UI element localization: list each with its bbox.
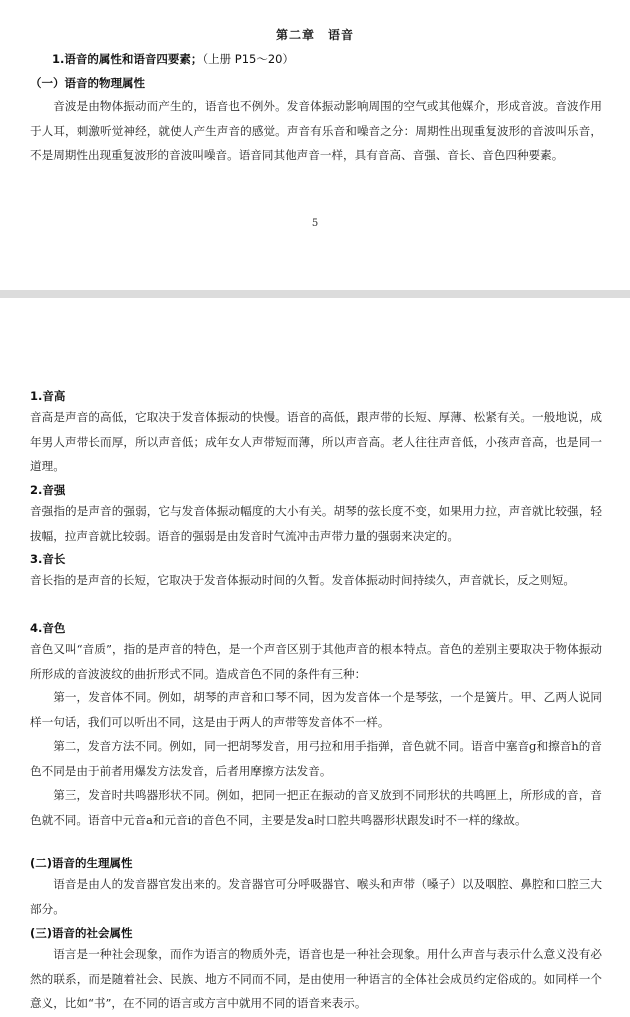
paragraph-physical: 音波是由物体振动而产生的，语音也不例外。发音体振动影响周围的空气或其他媒介，形成音波。音波作用于人耳，刺激听觉神经，就使人产生声音的感觉。声音有乐音和噪音之分：周期性出现重复波形的音波叫乐音，不是周期性出现重复波形的音波叫噪音。语音同其他声音一样，具有音高、音强、音长、音色四种要素。 <box>30 99 602 162</box>
heading-length: 3.音长 <box>30 552 66 566</box>
heading-social: (三)语音的社会属性 <box>30 926 133 940</box>
document-page-2 <box>0 298 630 1017</box>
section-heading-ref: （上册 P15～20） <box>202 52 294 66</box>
document-page-1 <box>0 0 630 290</box>
section-heading <box>52 51 294 67</box>
section-heading-bold: 1.语音的属性和语音四要素； <box>52 52 203 66</box>
heading-physiological: (二)语音的生理属性 <box>30 856 133 870</box>
paragraph-condition-1: 第一，发音体不同。例如，胡琴的声音和口琴不同，因为发音体一个是琴弦，一个是簧片。甲、乙两人说同样一句话，我们可以听出不同，这是由于两人的声带等发音体不一样。 <box>30 690 602 729</box>
sub-heading-physical: （一）语音的物理属性 <box>30 76 145 90</box>
page-number: 5 <box>311 218 319 229</box>
paragraph-pitch: 音高是声音的高低，它取决于发音体振动的快慢。语音的高低，跟声带的长短、厚薄、松紧有关。一般地说，成年男人声带长而厚，所以声音低；成年女人声带短而薄，所以声音高。老人往往声音低，小孩声音高，也是同一道理。 <box>30 410 602 473</box>
heading-timbre: 4.音色 <box>30 621 66 635</box>
paragraph-physiological: 语音是由人的发音器官发出来的。发音器官可分呼吸器官、喉头和声带（嗓子）以及咽腔、鼻腔和口腔三大部分。 <box>30 877 602 916</box>
paragraph-condition-2: 第二，发音方法不同。例如，同一把胡琴发音，用弓拉和用手指弹，音色就不同。语音中塞音g和擦音h的音色不同是由于前者用爆发方法发音，后者用摩擦方法发音。 <box>30 739 602 778</box>
heading-intensity: 2.音强 <box>30 483 66 497</box>
page-separator <box>0 290 630 298</box>
paragraph-timbre: 音色又叫“音质”，指的是声音的特色，是一个声音区别于其他声音的根本特点。音色的差别主要取决于物体振动所形成的音波波纹的曲折形式不同。造成音色不同的条件有三种： <box>30 642 602 681</box>
paragraph-social: 语言是一种社会现象，而作为语言的物质外壳，语音也是一种社会现象。用什么声音与表示什么意义没有必然的联系，而是随着社会、民族、地方不同而不同，是由使用一种语言的全体社会成员约定俗成的。如同样一个意义，比如“书”，在不同的语言或方言中就用不同的语音来表示。 <box>30 947 602 1010</box>
paragraph-condition-3: 第三，发音时共鸣器形状不同。例如，把同一把正在振动的音叉放到不同形状的共鸣匣上，所形成的音，音色就不同。语音中元音a和元音i的音色不同，主要是发a时口腔共鸣器形状跟发i时不一样的缘故。 <box>30 788 602 827</box>
chapter-title: 第二章 语音 <box>275 28 354 42</box>
paragraph-intensity: 音强指的是声音的强弱，它与发音体振动幅度的大小有关。胡琴的弦长度不变，如果用力拉，声音就比较强，轻拔幅，拉声音就比较弱。语音的强弱是由发音时气流冲击声带力量的强弱来决定的。 <box>30 504 602 543</box>
heading-pitch: 1.音高 <box>30 389 66 403</box>
paragraph-length: 音长指的是声音的长短，它取决于发音体振动时间的久暂。发音体振动时间持续久，声音就长，反之则短。 <box>30 573 575 587</box>
